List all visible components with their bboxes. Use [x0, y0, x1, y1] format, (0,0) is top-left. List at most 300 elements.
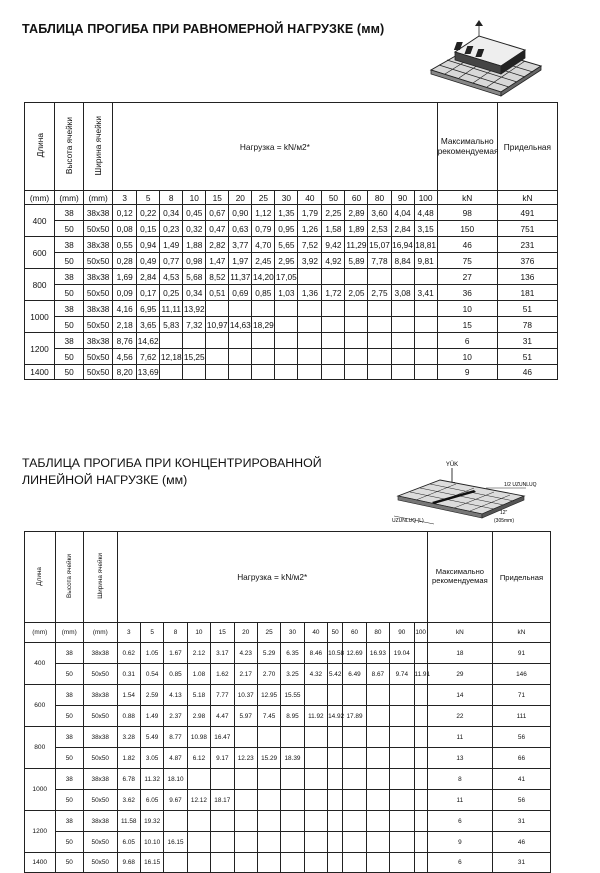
- deflection-value: [229, 365, 252, 380]
- deflection-value: [211, 769, 234, 790]
- ultimate-value: 376: [497, 253, 557, 269]
- deflection-value: [304, 769, 327, 790]
- deflection-value: [345, 365, 368, 380]
- deflection-value: 8.67: [366, 664, 389, 685]
- deflection-value: 0,51: [206, 285, 229, 301]
- length-cell: 1000: [25, 301, 55, 333]
- load-value-header: 100: [414, 191, 437, 205]
- deflection-value: 11,37: [229, 269, 252, 285]
- cell-height-value: 50: [55, 285, 84, 301]
- deflection-value: [252, 365, 275, 380]
- max-recommended-value: 6: [427, 853, 492, 873]
- table2-title: ТАБЛИЦА ПРОГИБА ПРИ КОНЦЕНТРИРОВАННОЙ ЛИНЕЙНОЙ НАГРУЗКЕ (мм): [22, 456, 322, 487]
- deflection-value: 1,12: [252, 205, 275, 221]
- max-recommended-value: 6: [427, 811, 492, 832]
- ultimate-header: Придельная: [497, 103, 557, 191]
- cell-height-value: 38: [55, 727, 83, 748]
- cell-width-value: 38x38: [84, 269, 113, 285]
- line-load-deflection-table: [24, 531, 551, 873]
- deflection-value: [229, 349, 252, 365]
- deflection-value: 2.37: [164, 706, 187, 727]
- deflection-value: 0,67: [206, 205, 229, 221]
- deflection-value: [187, 832, 210, 853]
- deflection-value: 7.77: [211, 685, 234, 706]
- cell-height-value: 38: [55, 301, 84, 317]
- table-row: [25, 333, 558, 349]
- deflection-value: [391, 269, 414, 285]
- deflection-value: [414, 301, 437, 317]
- table-row: [25, 317, 558, 333]
- deflection-value: 1,47: [206, 253, 229, 269]
- deflection-value: 10,97: [206, 317, 229, 333]
- deflection-value: 12,18: [160, 349, 183, 365]
- cell-height-value: 38: [55, 333, 84, 349]
- length-header: Длина: [25, 532, 56, 623]
- deflection-value: [414, 349, 437, 365]
- deflection-value: 0,17: [137, 285, 160, 301]
- deflection-value: 9.74: [390, 664, 414, 685]
- deflection-value: 4,92: [322, 253, 345, 269]
- deflection-value: 12.23: [234, 748, 257, 769]
- deflection-value: [345, 301, 368, 317]
- max-recommended-value: 9: [437, 365, 497, 380]
- deflection-value: 0,69: [229, 285, 252, 301]
- deflection-value: [366, 832, 389, 853]
- deflection-value: 9,42: [322, 237, 345, 253]
- deflection-value: 14,62: [137, 333, 160, 349]
- deflection-value: 10.58: [328, 643, 343, 664]
- deflection-value: [257, 790, 280, 811]
- deflection-value: [275, 317, 298, 333]
- deflection-value: 2,89: [345, 205, 368, 221]
- load-value-header: 100: [414, 623, 427, 643]
- load-value-header: 60: [343, 623, 366, 643]
- max-recommended-value: 18: [427, 643, 492, 664]
- deflection-value: [275, 365, 298, 380]
- load-value-header: 3: [117, 623, 140, 643]
- cell-width-value: 50x50: [83, 790, 117, 811]
- deflection-value: [322, 365, 345, 380]
- max-recommended-value: 29: [427, 664, 492, 685]
- deflection-value: 6.12: [187, 748, 210, 769]
- max-recommended-value: 8: [427, 769, 492, 790]
- deflection-value: [390, 769, 414, 790]
- deflection-value: 5.49: [140, 727, 163, 748]
- cell-width-value: 50x50: [84, 285, 113, 301]
- load-value-header: 15: [206, 191, 229, 205]
- deflection-value: [345, 317, 368, 333]
- deflection-value: [414, 727, 427, 748]
- ultimate-value: 91: [492, 643, 550, 664]
- length-cell: 1200: [25, 333, 55, 365]
- deflection-value: [322, 269, 345, 285]
- cell-height-value: 50: [55, 365, 84, 380]
- max-recommended-value: 6: [437, 333, 497, 349]
- deflection-value: [304, 790, 327, 811]
- deflection-value: 0,12: [113, 205, 137, 221]
- max-recommended-value: 11: [427, 790, 492, 811]
- deflection-value: [391, 333, 414, 349]
- deflection-value: 16.93: [366, 643, 389, 664]
- load-value-header: 5: [137, 191, 160, 205]
- deflection-value: 3.05: [140, 748, 163, 769]
- deflection-value: [368, 365, 391, 380]
- deflection-value: 6.35: [281, 643, 304, 664]
- cell-height-value: 50: [55, 706, 83, 727]
- deflection-value: [304, 832, 327, 853]
- table-row: [25, 832, 551, 853]
- deflection-value: 8.46: [304, 643, 327, 664]
- deflection-value: [414, 269, 437, 285]
- deflection-value: 6.49: [343, 664, 366, 685]
- deflection-value: [345, 349, 368, 365]
- deflection-value: 1.54: [117, 685, 140, 706]
- deflection-value: 2,84: [391, 221, 414, 237]
- deflection-value: 2,84: [137, 269, 160, 285]
- length-cell: 1000: [25, 769, 56, 811]
- cell-width-value: 50x50: [83, 832, 117, 853]
- length-cell: 800: [25, 727, 56, 769]
- deflection-value: [390, 853, 414, 873]
- cell-height-value: 50: [55, 349, 84, 365]
- ultimate-value: 491: [497, 205, 557, 221]
- deflection-value: [366, 811, 389, 832]
- deflection-value: 5,89: [345, 253, 368, 269]
- deflection-value: 0,32: [183, 221, 206, 237]
- deflection-value: [281, 790, 304, 811]
- length-cell: 400: [25, 643, 56, 685]
- deflection-value: [234, 853, 257, 873]
- unit-label: (mm): [25, 623, 56, 643]
- deflection-value: 7,62: [137, 349, 160, 365]
- deflection-value: [390, 811, 414, 832]
- deflection-value: 0,90: [229, 205, 252, 221]
- deflection-value: [414, 317, 437, 333]
- cell-height-value: 50: [55, 253, 84, 269]
- deflection-value: [187, 811, 210, 832]
- deflection-value: 2.12: [187, 643, 210, 664]
- deflection-value: 1,89: [345, 221, 368, 237]
- ultimate-value: 51: [497, 349, 557, 365]
- deflection-value: [187, 769, 210, 790]
- deflection-value: [281, 811, 304, 832]
- cell-height-value: 50: [55, 853, 83, 873]
- table1-title: ТАБЛИЦА ПРОГИБА ПРИ РАВНОМЕРНОЙ НАГРУЗКЕ (мм): [22, 22, 385, 36]
- deflection-value: [390, 832, 414, 853]
- max-recommended-value: 10: [437, 349, 497, 365]
- deflection-value: 8,20: [113, 365, 137, 380]
- deflection-value: [257, 832, 280, 853]
- deflection-value: [206, 349, 229, 365]
- deflection-value: 14.92: [328, 706, 343, 727]
- deflection-value: [343, 853, 366, 873]
- deflection-value: [281, 727, 304, 748]
- max-recommended-value: 14: [427, 685, 492, 706]
- table-row: [25, 301, 558, 317]
- deflection-value: [390, 706, 414, 727]
- ultimate-value: 181: [497, 285, 557, 301]
- table-row: [25, 685, 551, 706]
- deflection-value: 4.87: [164, 748, 187, 769]
- deflection-value: [322, 333, 345, 349]
- deflection-value: [206, 365, 229, 380]
- deflection-value: 10.10: [140, 832, 163, 853]
- cell-height-value: 50: [55, 221, 84, 237]
- deflection-value: 1,36: [298, 285, 322, 301]
- line-load-grating-diagram: [390, 458, 540, 530]
- deflection-value: [234, 811, 257, 832]
- deflection-value: 1.05: [140, 643, 163, 664]
- deflection-value: 0.31: [117, 664, 140, 685]
- deflection-value: [298, 349, 322, 365]
- deflection-value: [414, 748, 427, 769]
- deflection-value: 5.42: [328, 664, 343, 685]
- cell-height-value: 50: [55, 664, 83, 685]
- deflection-value: 4,70: [252, 237, 275, 253]
- deflection-value: 0,09: [113, 285, 137, 301]
- deflection-value: 12.12: [187, 790, 210, 811]
- deflection-value: [414, 643, 427, 664]
- deflection-value: [366, 790, 389, 811]
- deflection-value: [206, 333, 229, 349]
- deflection-value: [304, 685, 327, 706]
- deflection-value: 11.58: [117, 811, 140, 832]
- deflection-value: [304, 727, 327, 748]
- deflection-value: 14,63: [229, 317, 252, 333]
- length-header: Длина: [25, 103, 55, 191]
- deflection-value: [328, 727, 343, 748]
- load-value-header: 40: [298, 191, 322, 205]
- ultimate-value: 31: [492, 853, 550, 873]
- deflection-value: [345, 333, 368, 349]
- max-recommended-value: 11: [427, 727, 492, 748]
- load-value-header: 50: [328, 623, 343, 643]
- cell-width-value: 38x38: [83, 769, 117, 790]
- deflection-value: 15.29: [257, 748, 280, 769]
- deflection-value: [414, 853, 427, 873]
- deflection-value: 0,15: [137, 221, 160, 237]
- deflection-value: [298, 317, 322, 333]
- deflection-value: 8,76: [113, 333, 137, 349]
- deflection-value: 3,41: [414, 285, 437, 301]
- deflection-value: 18.10: [164, 769, 187, 790]
- cell-width-header: Ширина ячейки: [84, 103, 113, 191]
- cell-height-value: 38: [55, 205, 84, 221]
- length-cell: 1400: [25, 853, 56, 873]
- ultimate-value: 71: [492, 685, 550, 706]
- cell-width-value: 38x38: [83, 727, 117, 748]
- deflection-value: [234, 790, 257, 811]
- deflection-value: 1,35: [275, 205, 298, 221]
- deflection-value: 2,95: [275, 253, 298, 269]
- deflection-value: [414, 769, 427, 790]
- ultimate-value: 31: [497, 333, 557, 349]
- length-cell: 400: [25, 205, 55, 237]
- ultimate-value: 111: [492, 706, 550, 727]
- deflection-value: 1,97: [229, 253, 252, 269]
- deflection-value: [322, 317, 345, 333]
- deflection-value: [275, 333, 298, 349]
- cell-width-value: 50x50: [83, 748, 117, 769]
- deflection-value: 8,84: [391, 253, 414, 269]
- ultimate-value: 31: [492, 811, 550, 832]
- deflection-value: 0,77: [160, 253, 183, 269]
- deflection-value: 11,29: [345, 237, 368, 253]
- deflection-value: [304, 853, 327, 873]
- deflection-value: 3,92: [298, 253, 322, 269]
- deflection-value: [298, 365, 322, 380]
- deflection-value: 1,79: [298, 205, 322, 221]
- deflection-value: 11.91: [414, 664, 427, 685]
- deflection-value: [343, 685, 366, 706]
- deflection-value: 1,03: [275, 285, 298, 301]
- ultimate-value: 78: [497, 317, 557, 333]
- max-recommended-value: 10: [437, 301, 497, 317]
- deflection-value: [366, 727, 389, 748]
- deflection-value: 9.67: [164, 790, 187, 811]
- ultimate-value: 146: [492, 664, 550, 685]
- deflection-value: [343, 790, 366, 811]
- deflection-value: [368, 301, 391, 317]
- deflection-value: [211, 853, 234, 873]
- ultimate-value: 66: [492, 748, 550, 769]
- deflection-value: 0,25: [160, 285, 183, 301]
- cell-height-value: 50: [55, 832, 83, 853]
- deflection-value: [368, 317, 391, 333]
- deflection-value: 7,52: [298, 237, 322, 253]
- deflection-value: 0,79: [252, 221, 275, 237]
- load-header: Нагрузка = kN/м2*: [117, 532, 427, 623]
- deflection-value: 1.62: [211, 664, 234, 685]
- max-recommended-value: 22: [427, 706, 492, 727]
- deflection-value: [414, 685, 427, 706]
- deflection-value: [414, 790, 427, 811]
- deflection-value: 18.39: [281, 748, 304, 769]
- deflection-value: 0,98: [183, 253, 206, 269]
- max-recommended-value: 75: [437, 253, 497, 269]
- deflection-value: 12.69: [343, 643, 366, 664]
- deflection-value: [164, 811, 187, 832]
- deflection-value: 0,45: [183, 205, 206, 221]
- deflection-value: [390, 790, 414, 811]
- deflection-value: 3.25: [281, 664, 304, 685]
- unit-label: (mm): [84, 191, 113, 205]
- cell-width-value: 38x38: [83, 643, 117, 664]
- deflection-value: 5,83: [160, 317, 183, 333]
- cell-width-value: 50x50: [83, 853, 117, 873]
- deflection-value: 16.47: [211, 727, 234, 748]
- table-row: [25, 748, 551, 769]
- deflection-value: [234, 727, 257, 748]
- deflection-value: 7,78: [368, 253, 391, 269]
- deflection-value: [160, 333, 183, 349]
- deflection-value: 0,08: [113, 221, 137, 237]
- half-length-label: 1/2 UZUNLUQ: [504, 482, 537, 488]
- cell-height-value: 50: [55, 790, 83, 811]
- cell-width-value: 50x50: [84, 317, 113, 333]
- deflection-value: 0,49: [137, 253, 160, 269]
- deflection-value: [211, 832, 234, 853]
- cell-width-value: 38x38: [84, 301, 113, 317]
- deflection-value: 4.13: [164, 685, 187, 706]
- deflection-value: 3,65: [137, 317, 160, 333]
- kn-unit-label: kN: [492, 623, 550, 643]
- deflection-value: 0,23: [160, 221, 183, 237]
- deflection-value: [414, 365, 437, 380]
- deflection-value: 5,65: [275, 237, 298, 253]
- table-row: [25, 221, 558, 237]
- deflection-value: 2.17: [234, 664, 257, 685]
- load-value-header: 8: [160, 191, 183, 205]
- deflection-value: 2,53: [368, 221, 391, 237]
- deflection-value: 0,34: [183, 285, 206, 301]
- cell-width-value: 38x38: [84, 333, 113, 349]
- deflection-value: 1.49: [140, 706, 163, 727]
- table-row: [25, 853, 551, 873]
- deflection-value: 13,92: [183, 301, 206, 317]
- deflection-value: [366, 853, 389, 873]
- deflection-value: 11,11: [160, 301, 183, 317]
- deflection-value: 1,26: [298, 221, 322, 237]
- deflection-value: 18.17: [211, 790, 234, 811]
- deflection-value: [211, 811, 234, 832]
- deflection-value: [414, 811, 427, 832]
- deflection-value: [391, 365, 414, 380]
- deflection-value: 9.17: [211, 748, 234, 769]
- table-row: [25, 349, 558, 365]
- deflection-value: [343, 748, 366, 769]
- deflection-value: [391, 301, 414, 317]
- deflection-value: 15,25: [183, 349, 206, 365]
- max-recommended-value: 13: [427, 748, 492, 769]
- load-value-header: 80: [366, 623, 389, 643]
- table-row: [25, 706, 551, 727]
- deflection-value: [281, 832, 304, 853]
- deflection-value: 18,29: [252, 317, 275, 333]
- load-value-header: 90: [390, 623, 414, 643]
- length-cell: 1400: [25, 365, 55, 380]
- deflection-value: 13,69: [137, 365, 160, 380]
- width-label: 12": [500, 510, 508, 516]
- load-value-header: 90: [391, 191, 414, 205]
- length-label: UZUNLUQ (L): [392, 518, 424, 524]
- load-value-header: 3: [113, 191, 137, 205]
- cell-width-value: 38x38: [84, 237, 113, 253]
- table-row: [25, 769, 551, 790]
- deflection-value: 8,52: [206, 269, 229, 285]
- deflection-value: 6.05: [117, 832, 140, 853]
- cell-width-value: 38x38: [83, 811, 117, 832]
- deflection-value: 19.32: [140, 811, 163, 832]
- deflection-value: [414, 832, 427, 853]
- cell-width-value: 50x50: [83, 706, 117, 727]
- deflection-value: 2,18: [113, 317, 137, 333]
- deflection-value: 0,63: [229, 221, 252, 237]
- ultimate-value: 56: [492, 790, 550, 811]
- deflection-value: [257, 811, 280, 832]
- load-value-header: 60: [345, 191, 368, 205]
- deflection-value: 5.97: [234, 706, 257, 727]
- deflection-value: [328, 832, 343, 853]
- deflection-value: 6.78: [117, 769, 140, 790]
- deflection-value: [391, 349, 414, 365]
- deflection-value: 14,20: [252, 269, 275, 285]
- ultimate-value: 231: [497, 237, 557, 253]
- load-value-header: 20: [234, 623, 257, 643]
- deflection-value: 7,32: [183, 317, 206, 333]
- deflection-value: 0,22: [137, 205, 160, 221]
- cell-height-value: 38: [55, 237, 84, 253]
